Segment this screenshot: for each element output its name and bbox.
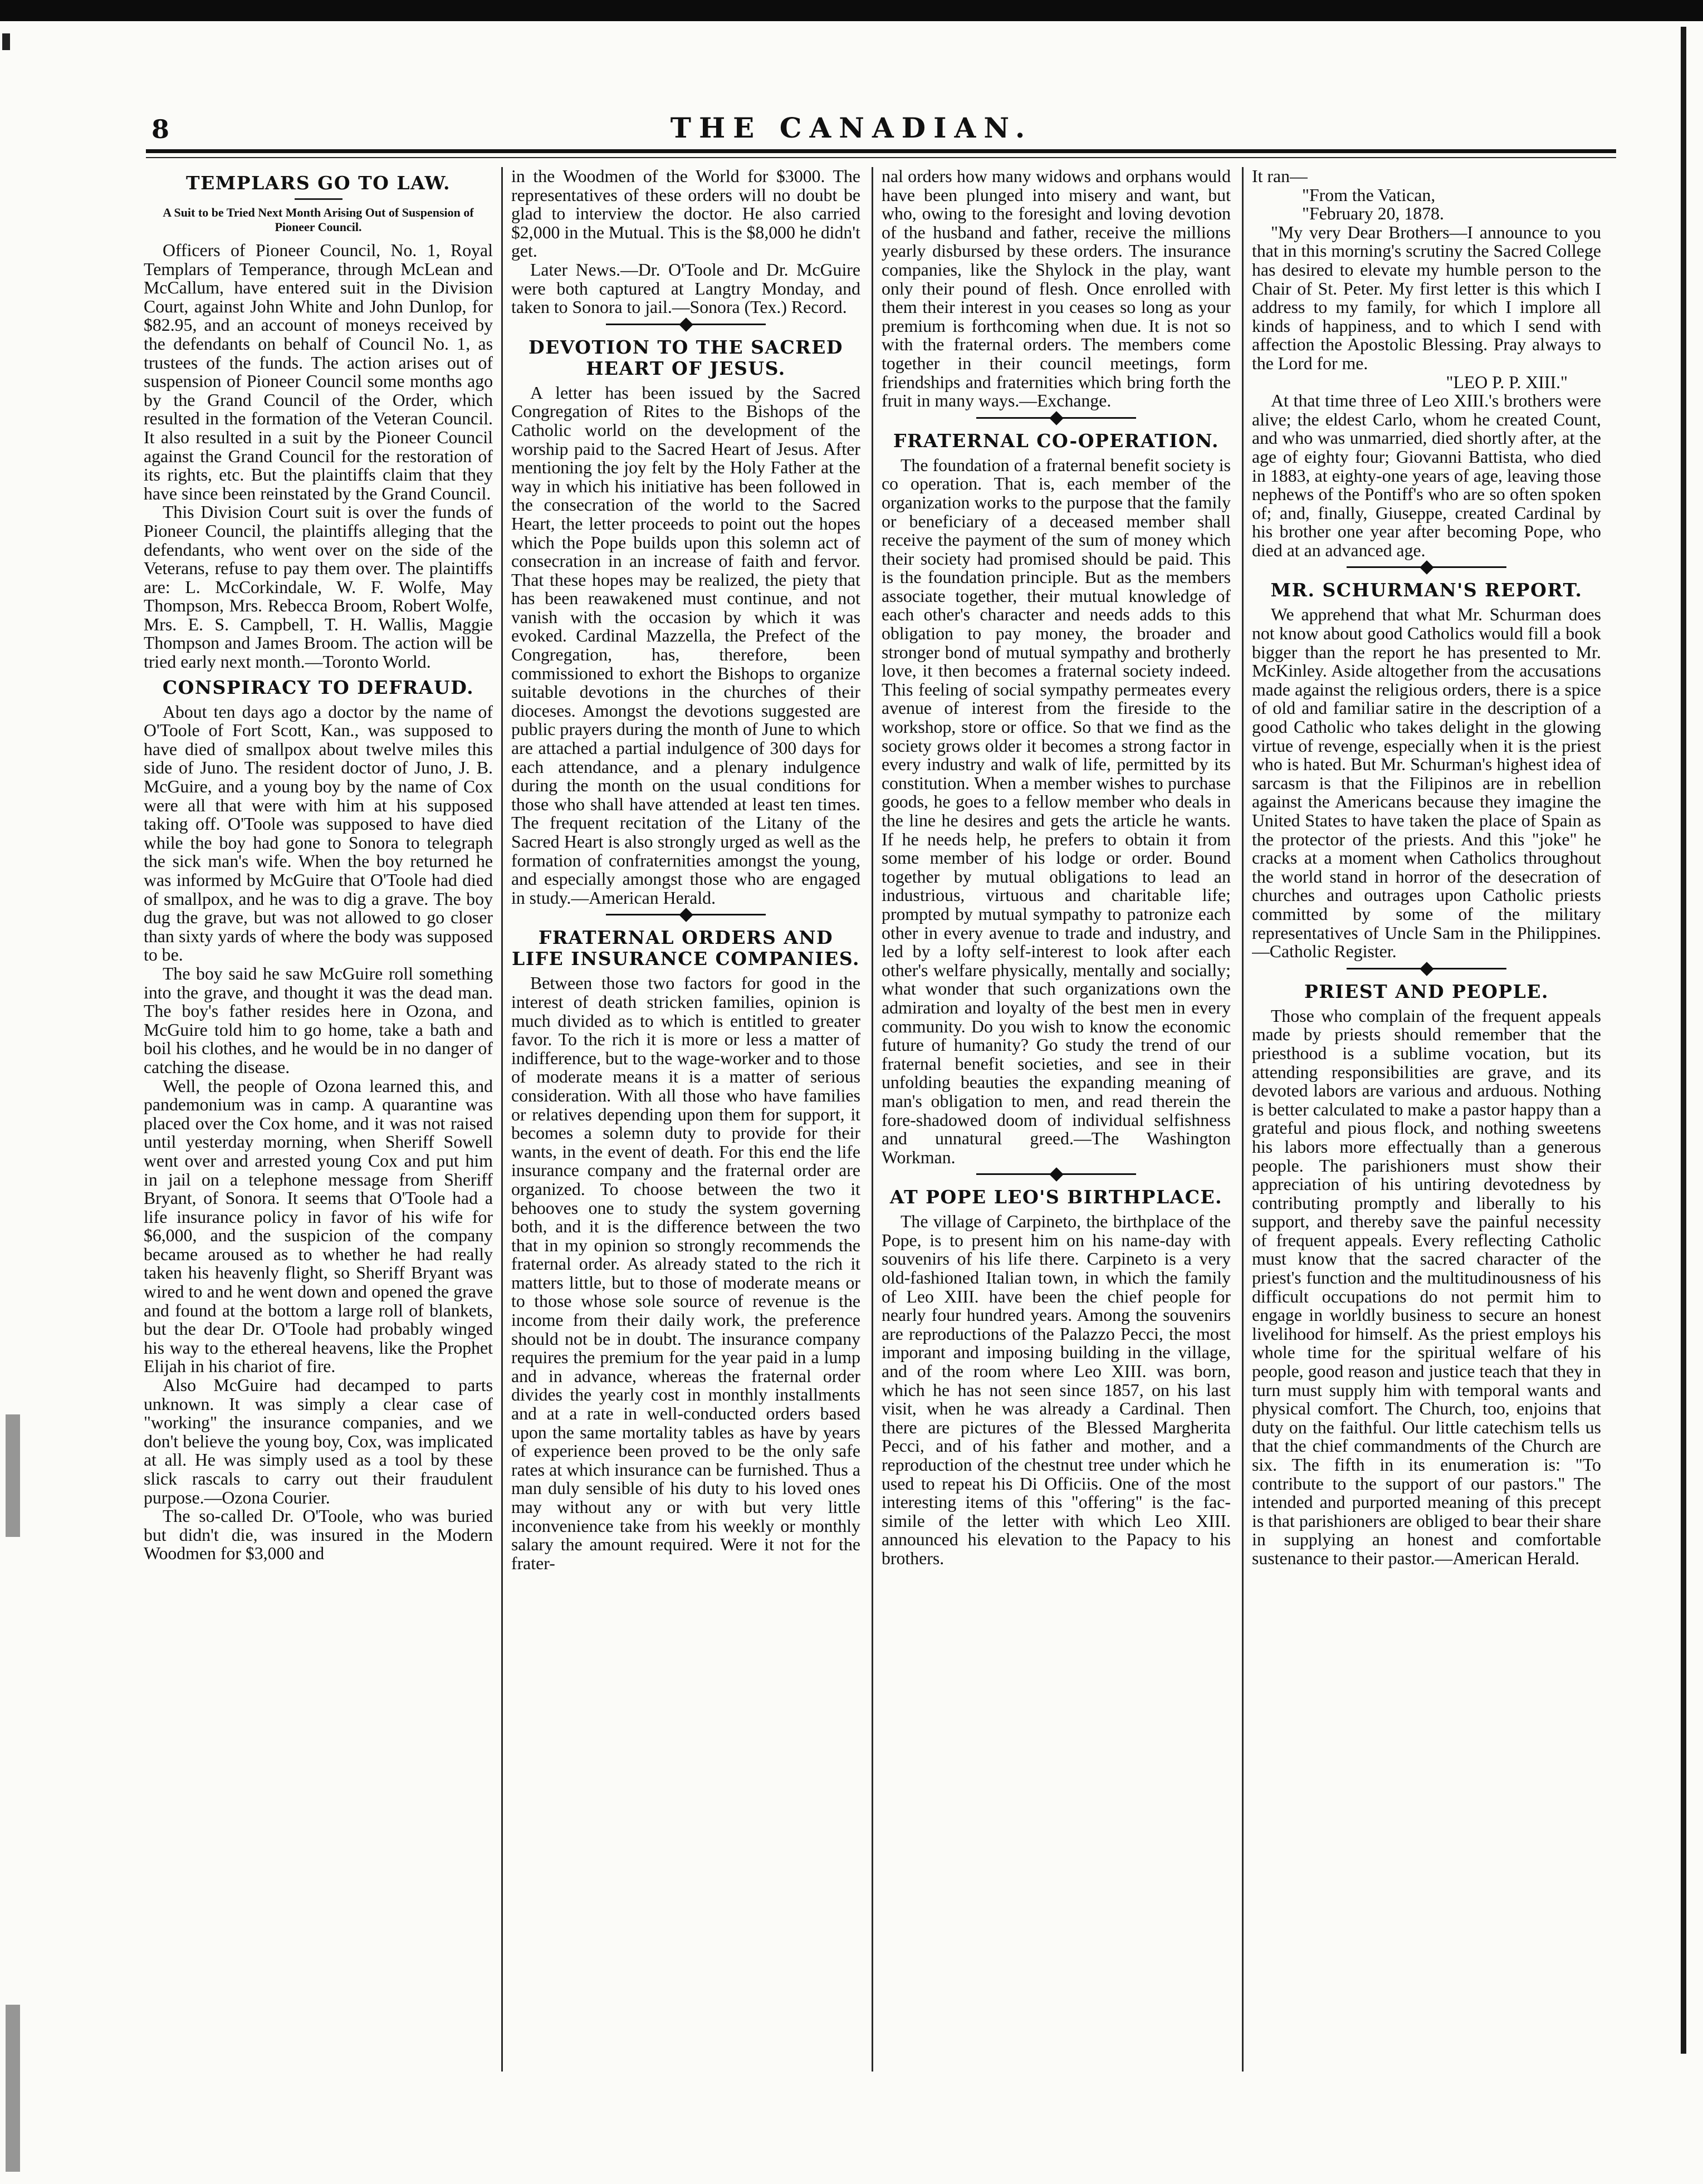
headline-sacred-heart: DEVOTION TO THE SACRED HEART OF JESUS.	[528, 336, 843, 379]
column-3	[882, 167, 1231, 2083]
scan-top-border	[0, 0, 1703, 21]
column-rule	[1242, 167, 1244, 2072]
headline-cooperation: FRATERNAL CO-OPERATION.	[893, 429, 1219, 452]
margin-artifact	[6, 2005, 20, 2172]
masthead-title: THE CANADIAN.	[670, 111, 1033, 144]
paragraph: Between those two factors for good in the interest of death stricken families, opinion is much divided as to which is entitled to greater favor. To the rich it is more or less a matter of indifference, but to the wage-worker and to those of moderate means it is a matter of serious consideration. With all those who have families or relatives depending upon them for support, it becomes a solemn duty to provide for their wants, in the event of death. For this end the life insurance company and the fraternal order are organized. To choose between the two it behooves one to study the system governing both, and it is the difference between the two that in my opinion so strongly recommends the fraternal order. As already stated to the rich it matters little, but to those of moderate means or to those whose sole source of revenue is the income from their daily work, the preference should not be in doubt. The insurance company requires the premium for the year paid in a lump and in advance, whereas the fraternal order divides the yearly cost in monthly installments and at a rate in well-conducted orders based upon the same mortality tables as have by years of experience been proved to be the only safe rates at which insurance can be furnished. Thus a man duly sensible of his duty to his loved ones may without any or with but very little inconvenience take from his weekly or monthly salary the amount required. Were it not for the frater-	[511, 973, 860, 1573]
margin-artifact	[6, 1414, 20, 1537]
article-separator	[882, 1167, 1231, 1181]
subheadline-templars: A Suit to be Tried Next Month Arising Out of Suspension of Pioneer Council.	[163, 205, 474, 234]
paragraph: The foundation of a fraternal benefit society is co operation. That is, each member of the organization works to the purpose that the family or beneficiary of a deceased member shall receive the payment of the sum of money which their society had promised should be paid. This is the foundation principle. But as the members associate together, their mutual knowledge of each other's character and needs adds to this obligation to pay money, the broader and stronger bond of mutual sympathy and brotherly love, it then becomes a fraternal society indeed. This feeling of social sympathy permeates every avenue of interest from the fireside to the workshop, store or office. So that we find as the society grows older it becomes a strong factor in every industry and walk of life, permitted by its constitution. When a member wishes to purchase goods, he goes to a fellow member who deals in the line he desires and gets the article he wants. If he needs help, he prefers to obtain it from some member of his lodge or order. Bound together by mutual obligations to lead an industrious, virtuous and charitable life; prompted by mutual sympathy to patronize each other in every avenue to trade and industry, and led by a lofty self-interest to look after each other's welfare physically, mentally and socially; what wonder that such organizations own the admiration and loyalty of the best men in every community. Do you wish to know the economic future of humanity? Go study the trend of our fraternal benefit societies, and see in their unfolding beauties the expanding meaning of man's obligation to men, and read therein the fore-shadowed doom of individual selfishness and unnatural greed.—The Washington Workman.	[882, 455, 1231, 1167]
divider	[295, 198, 342, 200]
masthead-rule-thin	[146, 157, 1616, 158]
scan-right-border	[1681, 27, 1686, 2054]
paragraph: Those who complain of the frequent appeals made by priests should remember that the priesthood is a sublime vocation, but its attending responsibilities are grave, and its devoted labors are various and arduous. Nothing is better calculated to make a pastor happy than a grateful and pious flock, and nothing sweetens his labors more effectually than a generous people. The parishioners must show their appreciation of his untiring devotedness by contributing promptly and liberally to his support, and thereby save the painful necessity of frequent appeals. Every reflecting Catholic must know that the sacred character of the priest's function and the multitudinousness of his difficult occupations do not permit him to engage in worldly business to secure an honest livelihood for himself. As the priest employs his whole time for the spiritual welfare of his people, good reason and justice teach that they in turn must supply him with temporal wants and physical comfort. The Church, too, enjoins that duty on the faithful. Our little catechism tells us that the chief commandments of the Church are six. The fifth in its enumeration is: "To contribute to the support of our pastors." The intended and purported meaning of this precept is that parishioners are obliged to bear their share in supplying an honest and comfortable sustenance to their pastor.—American Herald.	[1252, 1006, 1601, 1568]
paragraph: Later News.—Dr. O'Toole and Dr. McGuire were both captured at Langtry Monday, and taken to Sonora to jail.—Sonora (Tex.) Record.	[511, 259, 860, 317]
article-separator	[511, 907, 860, 922]
headline-schurman: MR. SCHURMAN'S REPORT.	[1270, 579, 1583, 601]
paragraph: About ten days ago a doctor by the name of O'Toole of Fort Scott, Kan., was supposed to have died of smallpox about twelve miles this side of Juno. The resident doctor of Juno, J. B. McGuire, and a young boy by the name of Cox were all that were with him at his supposed taking off. O'Toole was supposed to have died while the boy had gone to Sonora to telegraph the sick man's wife. When the boy returned he was informed by McGuire that O'Toole had died of smallpox, and he was to dig a grave. The boy dug the grave, but was not allowed to go closer than sixty yards of where the body was supposed to be.	[144, 702, 493, 965]
paragraph: Also McGuire had decamped to parts unknown. It was simply a clear case of "working" the insurance companies, and we don't believe the young boy, Cox, was implicated at all. He was simply used as a tool by these slick rascals to carry out their fraudulent purpose.—Ozona Courier.	[144, 1375, 493, 1507]
paragraph: in the Woodmen of the World for $3000. The representatives of these orders will no doubt be glad to interview the doctor. He also carried $2,000 in the Mutual. This is the $8,000 he didn't get.	[511, 167, 860, 261]
article-separator	[882, 410, 1231, 425]
paragraph: We apprehend that what Mr. Schurman does not know about good Catholics would fill a book bigger than the report he has presented to Mr. McKinley. Aside altogether from the accusations made against the religious orders, there is a spice of old and familiar satire in the description of a good Catholic who takes delight in the glowing virtue of revenge, especially when it is the priest who is hated. But Mr. Schurman's highest idea of sarcasm is that the Filipinos are in rebellion against the Americans because they imagine the United States to have taken the place of Spain as the protector of the priests. And this "joke" he cracks at a moment when Catholics throughout the world stand in horror of the desecration of churches and outrages upon Catholic priests committed by some of the military representatives of Uncle Sam in the Philippines.—Catholic Register.	[1252, 605, 1601, 962]
article-separator	[1252, 961, 1601, 976]
headline-conspiracy: CONSPIRACY TO DEFRAUD.	[162, 676, 474, 698]
headline-birthplace: AT POPE LEO'S BIRTHPLACE.	[889, 1186, 1223, 1208]
paragraph: It ran—	[1252, 167, 1308, 186]
headline-priest-people: PRIEST AND PEOPLE.	[1304, 980, 1549, 1002]
column-4	[1252, 167, 1601, 2083]
dateline: "From the Vatican,	[1302, 185, 1436, 205]
signature: "LEO P. P. XIII."	[1446, 372, 1568, 392]
article-separator	[511, 317, 860, 331]
column-2	[511, 167, 860, 2083]
article-separator	[1252, 560, 1601, 574]
paragraph: "My very Dear Brothers—I announce to you that in this morning's scrutiny the Sacred College has desired to elevate my humble person to the Chair of St. Peter. My first letter is this which I address to my family, for which I implore all kinds of happiness, and to which I send with affection the Apostolic Blessing. Pray always to the Lord for me.	[1252, 222, 1601, 373]
column-rule	[872, 167, 873, 2072]
dateline: "February 20, 1878.	[1302, 204, 1444, 224]
paragraph: The village of Carpineto, the birthplace of the Pope, is to present him on his name-day with souvenirs of his life there. Carpineto is a very old-fashioned Italian town, in which the family of Leo XIII. have been the chief people for nearly four hundred years. Among the souvenirs are reproductions of the Palazzo Pecci, the most imporant and imposing building in the village, and of the room where Leo XIII. was born, which he has not seen since 1857, on his last visit, when he was already a Cardinal. Then there are pictures of the Blessed Margherita Pecci, and of his father and mother, and a reproduction of the chestnut tree under which he used to repeat his Di Officiis. One of the most interesting items of this "offering" is the fac-simile of the letter with which Leo XIII. announced his elevation to the Papacy to his brothers.	[882, 1212, 1231, 1568]
paragraph: Officers of Pioneer Council, No. 1, Royal Templars of Temperance, through McLean and McCallum, have entered suit in the Division Court, against John White and John Dunlop, for $82.95, and an account of moneys received by the defendants on behalf of Council No. 1, as trustees of the funds. The action arises out of suspension of Pioneer Council some months ago by the Grand Council of the Order, which resulted in the formation of the Veteran Council. It also resulted in a suit by the Pioneer Council against the Grand Council for the restoration of its rights, etc. But the plaintiffs claim that they have since been reinstated by the Grand Council.	[144, 241, 493, 503]
page-number: 8	[151, 114, 170, 144]
paragraph: A letter has been issued by the Sacred Congregation of Rites to the Bishops of the Catholic world on the development of the worship paid to the Sacred Heart of Jesus. After mentioning the joy felt by the Holy Father at the way in which his initiative has been followed in the consecration of the world to the Sacred Heart, the letter proceeds to point out the hopes which the Pope builds upon this solemn act of consecration in an increase of faith and fervor. That these hopes may be realized, the piety that has been reawakened must continue, and not vanish with the occasion by which it was evoked. Cardinal Mazzella, the Prefect of the Congregation, has, therefore, been commissioned to exhort the Bishops to organize suitable devotions in the churches of their dioceses. Amongst the devotions suggested are public prayers during the month of June to which are attached a partial indulgence of 300 days for each attendance, and a plenary indulgence during the month on the usual conditions for those who shall have attended at least ten times. The frequent recitation of the Litany of the Sacred Heart is also strongly urged as well as the formation of confraternities amongst the young, and especially amongst those who are engaged in study.—American Herald.	[511, 383, 860, 908]
paragraph: The boy said he saw McGuire roll something into the grave, and thought it was the dead man. The boy's father resides here in Ozona, and McGuire told him to go home, take a bath and boil his clothes, and he would be in no danger of catching the disease.	[144, 963, 493, 1077]
paragraph: At that time three of Leo XIII.'s brothers were alive; the eldest Carlo, whom he created Count, and who was unmarried, died shortly after, at the age of eighty four; Giovanni Battista, who died in 1883, at eighty-one years of age, leaving those nephews of the Pontiff's who are so often spoken of; and, finally, Giuseppe, created Cardinal by his brother one year after becoming Pope, who died at an advanced age.	[1252, 391, 1601, 560]
paragraph: This Division Court suit is over the funds of Pioneer Council, the plaintiffs alleging that the defendants, who went over on the side of the Veterans, refuse to pay them over. The plaintiffs are: L. McCorkindale, W. F. Wolfe, May Thompson, Mrs. Rebecca Broom, Robert Wolfe, Mrs. E. S. Campbell, T. H. Wallis, Maggie Thompson and James Broom. The action will be tried early next month.—Toronto World.	[144, 502, 493, 672]
headline-fraternal-orders: FRATERNAL ORDERS AND LIFE INSURANCE COMPANIES.	[512, 927, 860, 970]
headline-templars: TEMPLARS GO TO LAW.	[186, 172, 451, 194]
column-1	[144, 167, 493, 2083]
paragraph: The so-called Dr. O'Toole, who was buried but didn't die, was insured in the Modern Woodmen for $3,000 and	[144, 1506, 493, 1564]
scan-corner-mark	[2, 33, 10, 50]
paragraph: Well, the people of Ozona learned this, and pandemonium was in camp. A quarantine was placed over the Cox home, and it was not raised until yesterday morning, when Sheriff Sowell went over and arrested young Cox and put him in jail on a telephone message from Sheriff Bryant, of Sonora. It seems that O'Toole had a life insurance policy in favor of his wife for $6,000, and the suspicion of the company became aroused as to whether he had really taken his heavenly flight, so Sheriff Bryant was wired to and he went down and opened the grave and found at the bottom a large roll of blankets, but the dear Dr. O'Toole had probably winged his way to the ethereal heavens, like the Prophet Elijah in his chariot of fire.	[144, 1076, 493, 1377]
paragraph: nal orders how many widows and orphans would have been plunged into misery and want, but who, owing to the foresight and loving devotion of the husband and father, receive the millions yearly disbursed by these orders. The insurance companies, like the Shylock in the play, want only their pound of flesh. Once enrolled with them their interest in you ceases so long as your premium is forthcoming when due. It is not so with the fraternal orders. The members come together in their council meetings, form friendships and fraternities which bring forth the fruit in many ways.—Exchange.	[882, 167, 1231, 411]
column-rule	[501, 167, 503, 2072]
masthead-rule	[146, 149, 1616, 153]
